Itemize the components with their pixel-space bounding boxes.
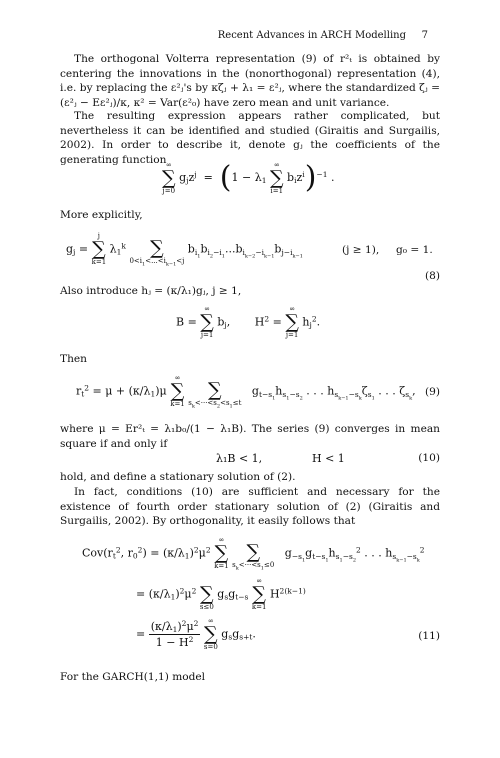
paragraph-introduce-h: Also introduce hⱼ = (κ/λ₁)gⱼ, j ≥ 1, [60, 285, 242, 297]
paragraph-then: Then [60, 353, 87, 365]
equation-10-left: λ₁B < 1, [216, 452, 263, 465]
paragraph-orthogonal-volterra: The orthogonal Volterra representation (9) of r²ₜ is obtained by centering the innovations in the (nonorthogonal) representation (4), i.e. by replacing the ε²ⱼ's by κζⱼ + λ₁ = ε²ⱼ, where the standardized ζⱼ = (ε²ⱼ − Eε²ⱼ)/κ, κ² = Var(ε²₀) have zero mean and unit variance. [60, 53, 440, 109]
equation-8: $g_j$ = j ∑ k=1 $\lambda_1^k$ ∑ $0<i_1<...<i_{k-1}<j$ $b_{i_1}b_{i_2-i_1}...b_{i_{k-2}-i_{k-1}}b_{j-i_{k-1}}$ (j ≥ 1), g₀ = 1. (8) [66, 232, 440, 282]
paragraph-fourth-order: In fact, conditions (10) are sufficient and necessary for the existence of fourth order stationary solution of (2) (Giraitis and Surgailis, 2002). By orthogonality, it easily follows that [60, 486, 440, 528]
running-title: Recent Advances in ARCH Modelling [217, 30, 406, 41]
equation-10 [60, 452, 440, 468]
equation-9-number: (9) [424, 386, 440, 398]
equation-8-initial: g₀ = 1. [396, 244, 433, 256]
paragraph-more-explicitly: More explicitly, [60, 209, 143, 221]
equation-10-right: H < 1 [312, 452, 345, 465]
equation-10-number: (10) [418, 452, 440, 464]
running-header [60, 30, 428, 44]
paragraph-convergence: where μ = Er²ₜ = λ₁b₀/(1 − λ₁B). The series (9) converges in mean square if and only if [60, 423, 440, 450]
equation-11-line-1: $Cov(r_t^2$, $r_0^2) = (\kappa/\lambda_1)^2\mu^2$ ∞ ∑ k=1 ∑ $s_k<\cdot\cdot\cdot<s_1\le 0$ $g_{-s_1}g_{t-s_1}h_{s_1-s_2}^2$ . . . $h_{s_{k-1}-s_k}^2$ [82, 536, 425, 572]
equation-generating-function: ∞ ∑ j=0 $g_jz^j = (1 - \lambda_1$ ∞ ∑ i=1 $b_iz^i)^{-1}$ . [162, 160, 335, 195]
paragraph-generating-function-intro: The resulting expression appears rather complicated, but nevertheless it can be identified and studied (Giraitis and Surgailis, 2002). In order to describe it, denote gⱼ the coefficients of the generating function [60, 110, 440, 166]
equation-11-number: (11) [418, 630, 440, 642]
equation-11-line-3: = $\frac{(\kappa/\lambda_1)^2\mu^2}{1 - H^2}$ ∞ ∑ s=0 $g_sg_{s+t}$. (11) [136, 617, 440, 651]
page-number: 7 [421, 30, 428, 41]
equation-11-line-2: = $(\kappa/\lambda_1)^2\mu^2$ ∑ s≤0 $g_sg_{t-s}$ ∞ ∑ k=1 $H^{2(k-1)}$ [136, 577, 306, 611]
equation-B-H: B = ∞ ∑ j=1 $b_j$, $H^2$ = ∞ ∑ j=1 $h_j^2$. [176, 305, 321, 339]
paragraph-stationary-solution: hold, and define a stationary solution of (2). [60, 471, 296, 483]
equation-8-number: (8) [424, 270, 440, 282]
equation-8-condition: (j ≥ 1), [342, 244, 380, 256]
paragraph-garch: For the GARCH(1,1) model [60, 671, 206, 683]
equation-9: $r_t^2 = \mu + (\kappa/\lambda_1)\mu$ ∞ ∑ k=1 ∑ $s_k<\cdot\cdot\cdot<s_2<s_1\le t$ $g_{t-s_1}h_{s_1-s_2}$ . . . $h_{s_{k-1}-s_k}\zeta_{s_1}$ . . . $\zeta_{s_k}$, (9) [76, 374, 440, 410]
